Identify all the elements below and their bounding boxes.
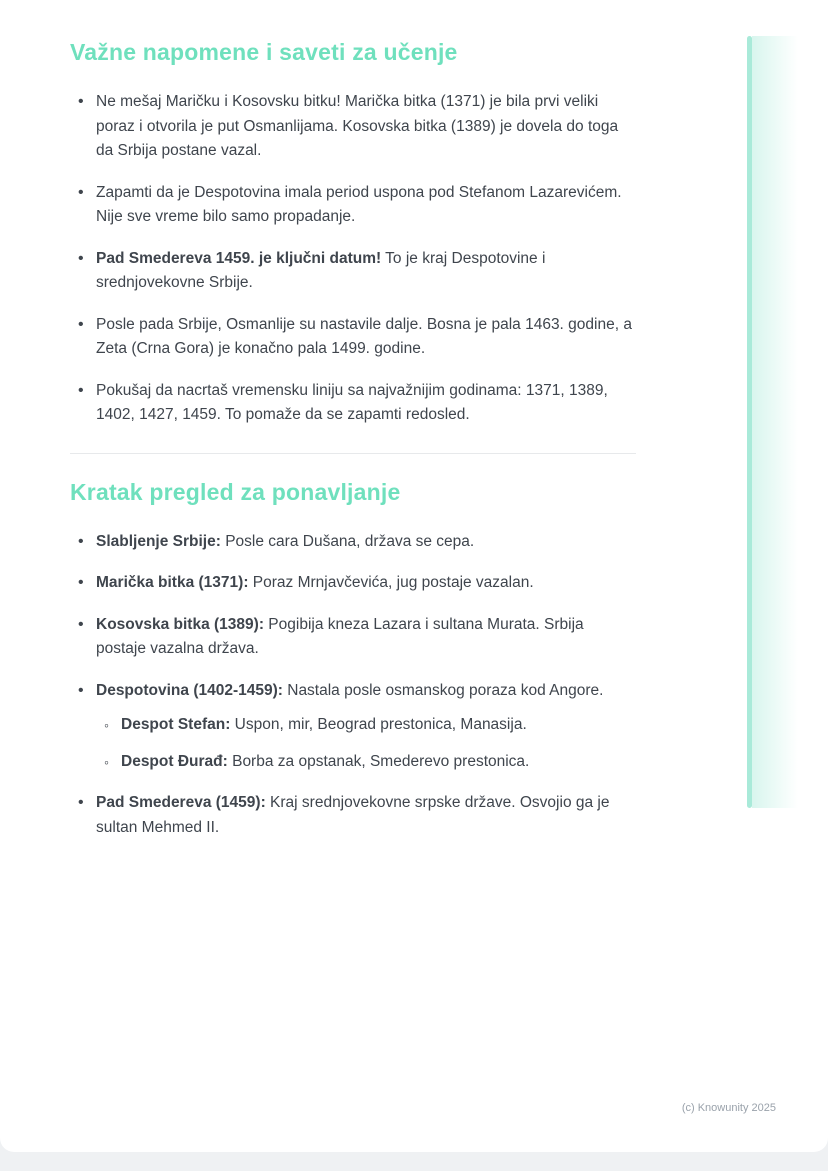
bullet-text: Borba za opstanak, Smederevo prestonica. — [227, 752, 530, 770]
bullet-bold-text: Despot Đurađ: — [121, 752, 228, 770]
bullet-text: Posle pada Srbije, Osmanlije su nastavile dalje. Bosna je pala 1463. godine, a Zeta (Crna Gora) je konačno pala 1499. godine. — [96, 315, 632, 357]
bullet-bold-text: Pad Smedereva (1459): — [96, 794, 266, 811]
bullet-bold-text: Despotovina (1402-1459): — [96, 681, 283, 699]
sub-bullet-item — [104, 713, 636, 738]
bullet-text: Zapamti da je Despotovina imala period uspona pod Stefanom Lazarevićem. Nije sve vreme bilo samo propadanje. — [96, 183, 622, 225]
bullet-text: Ne mešaj Maričku i Kosovsku bitku! Marička bitka (1371) je bila prvi veliki poraz i otvorila je put Osmanlijama. Kosovska bitka (1389) je dovela do toga da Srbija postane vazal. — [96, 93, 619, 159]
bullet-item — [78, 530, 636, 555]
bullet-text: Uspon, mir, Beograd prestonica, Manasija. — [230, 716, 527, 733]
bullet-bold-text: Pad Smedereva 1459. je ključni datum! — [96, 249, 382, 267]
bullet-item — [78, 313, 636, 362]
bullet-item — [78, 679, 636, 775]
page-content — [70, 38, 636, 857]
bullet-text: Posle cara Dušana, država se cepa. — [220, 532, 475, 550]
bullet-item — [78, 379, 636, 428]
copyright-text: (c) Knowunity 2025 — [681, 1102, 776, 1114]
despotovina-sub-list — [96, 713, 636, 774]
bullet-bold-text: Kosovska bitka (1389): — [96, 615, 264, 633]
section-title-review: Kratak pregled za ponavljanje — [70, 478, 401, 505]
section-title-notes: Važne napomene i saveti za učenje — [70, 39, 458, 65]
bullet-bold-text: Despot Stefan: — [121, 716, 231, 733]
bullet-item — [78, 571, 636, 596]
bullet-text: Pogibija kneza Lazara i sultana Murata. Srbija postaje vazalna država. — [96, 615, 584, 657]
bullet-item — [78, 791, 636, 840]
bullet-bold-text: Marička bitka (1371): — [96, 574, 249, 591]
bullet-item — [78, 90, 636, 164]
review-bullet-list — [70, 530, 636, 841]
notes-bullet-list — [70, 90, 636, 428]
bullet-text: To je kraj Despotovine i srednjovekovne Srbije. — [96, 249, 546, 291]
sub-bullet-item — [104, 750, 636, 775]
bullet-text: Kraj srednjovekovne srpske države. Osvojio ga je sultan Mehmed II. — [96, 794, 610, 836]
bullet-item — [78, 247, 636, 296]
right-accent-gradient — [752, 36, 798, 808]
bullet-bold-text: Slabljenje Srbije: — [96, 532, 221, 550]
bullet-item — [78, 613, 636, 662]
bullet-text: Nastala posle osmanskog poraza kod Angore. — [282, 681, 604, 699]
bullet-item — [78, 181, 636, 230]
bullet-text: Pokušaj da nacrtaš vremensku liniju sa najvažnijim godinama: 1371, 1389, 1402, 1427, 1459. To pomaže da se zapamti redosled. — [96, 381, 608, 423]
bullet-text: Poraz Mrnjavčevića, jug postaje vazalan. — [248, 574, 534, 591]
spacer — [70, 454, 636, 478]
